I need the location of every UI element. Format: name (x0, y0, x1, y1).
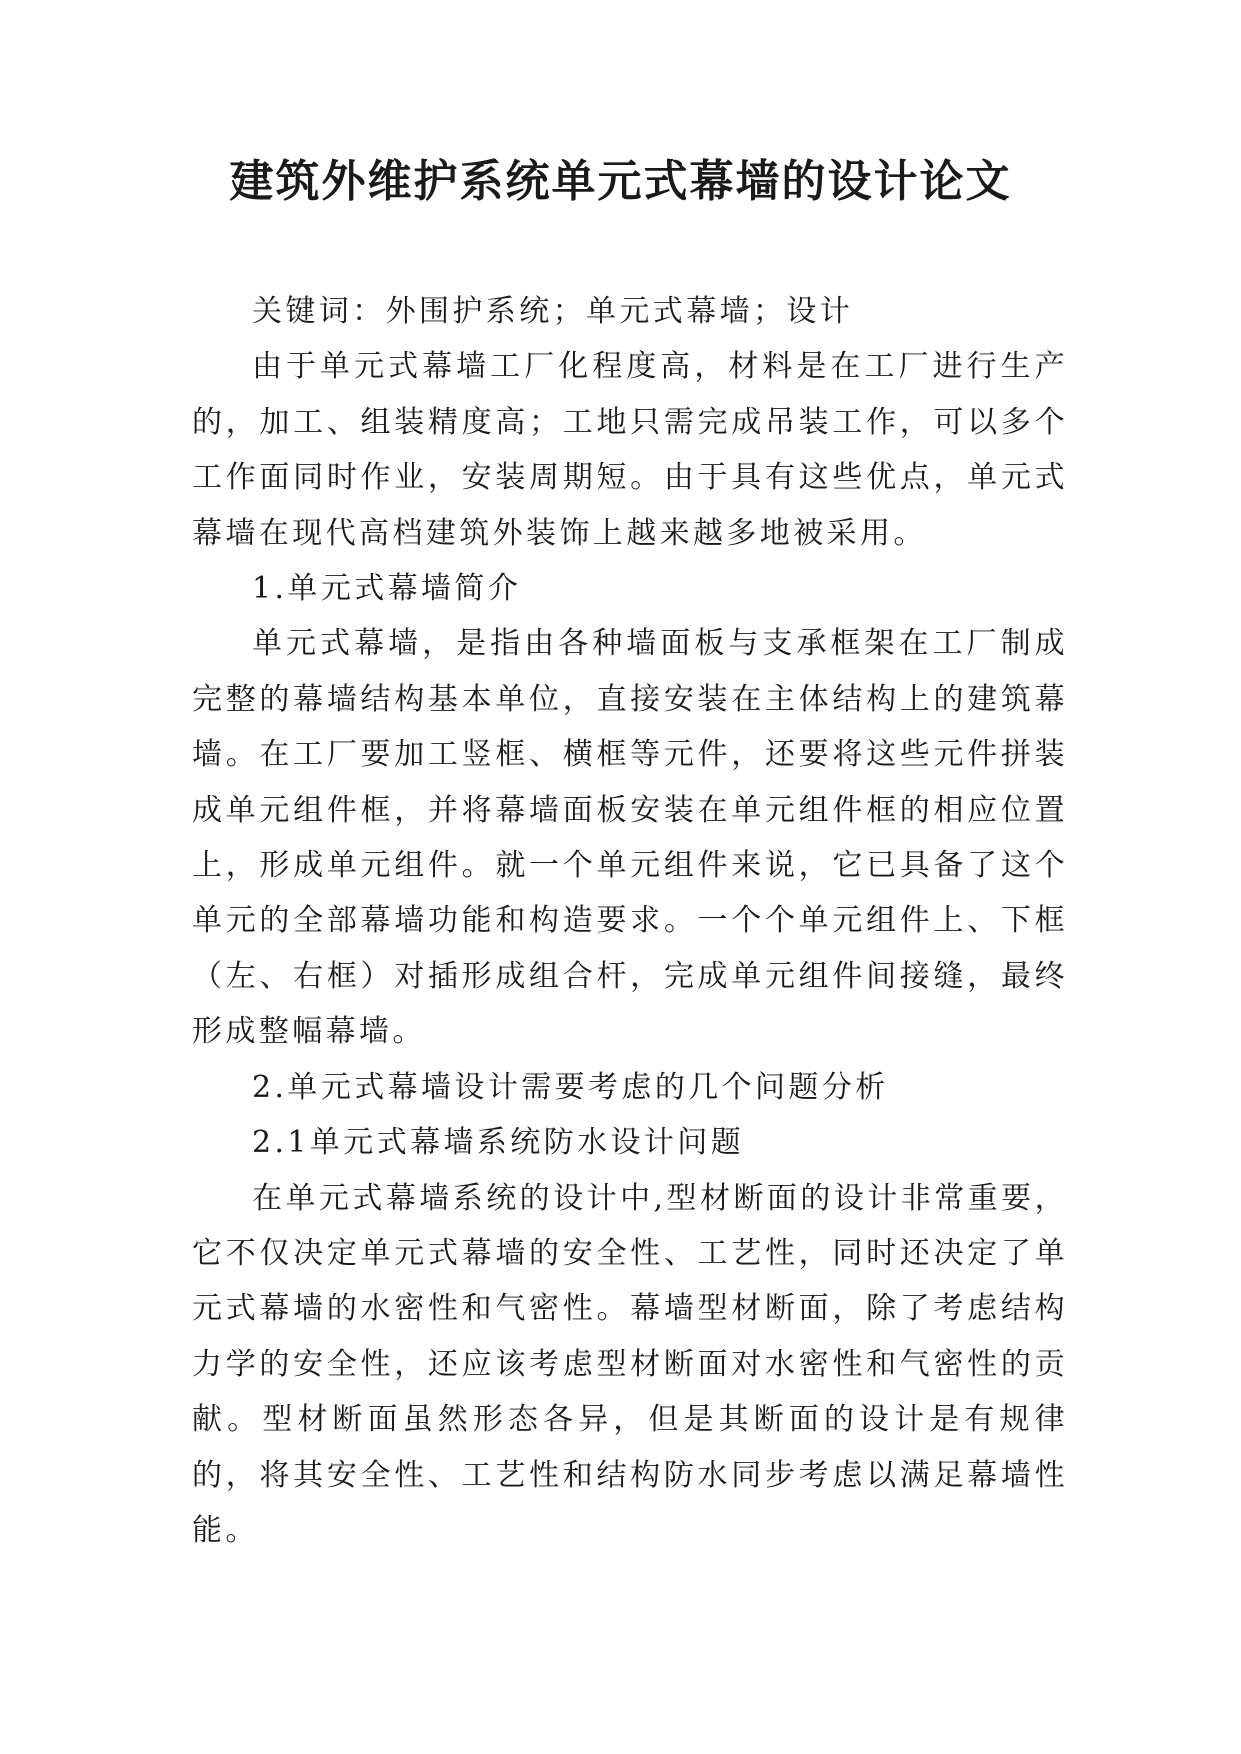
document-body (192, 284, 1068, 1558)
document-title: 建筑外维护系统单元式幕墙的设计论文 (229, 156, 1012, 207)
section-1-paragraph: 单元式幕墙，是指由各种墙面板与支承框架在工厂制成完整的幕墙结构基本单位，直接安装在主体结构上的建筑幕墙。在工厂要加工竖框、横框等元件，还要将这些元件拼装成单元组件框，并将幕墙面板安装在单元组件框的相应位置上，形成单元组件。就一个单元组件来说，它已具备了这个单元的全部幕墙功能和构造要求。一个个单元组件上、下框（左、右框）对插形成组合杆，完成单元组件间接缝，最终形成整幅幕墙。 (192, 626, 1068, 1050)
section-2-1-paragraph: 在单元式幕墙系统的设计中,型材断面的设计非常重要，它不仅决定单元式幕墙的安全性、工艺性，同时还决定了单元式幕墙的水密性和气密性。幕墙型材断面，除了考虑结构力学的安全性，还应该考虑型材断面对水密性和气密性的贡献。型材断面虽然形态各异，但是其断面的设计是有规律的，将其安全性、工艺性和结构防水同步考虑以满足幕墙性能。 (192, 1180, 1068, 1548)
keywords-paragraph: 关键词：外围护系统；单元式幕墙；设计 (252, 294, 854, 329)
section-2-heading: 2.单元式幕墙设计需要考虑的几个问题分析 (252, 1069, 889, 1105)
intro-paragraph: 由于单元式幕墙工厂化程度高，材料是在工厂进行生产的，加工、组装精度高；工地只需完成吊装工作，可以多个工作面同时作业，安装周期短。由于具有这些优点，单元式幕墙在现代高档建筑外装饰上越来越多地被采用。 (192, 349, 1068, 551)
section-1-heading: 1.单元式幕墙简介 (252, 571, 522, 607)
section-2-1-heading: 2.1单元式幕墙系统防水设计问题 (252, 1125, 745, 1161)
